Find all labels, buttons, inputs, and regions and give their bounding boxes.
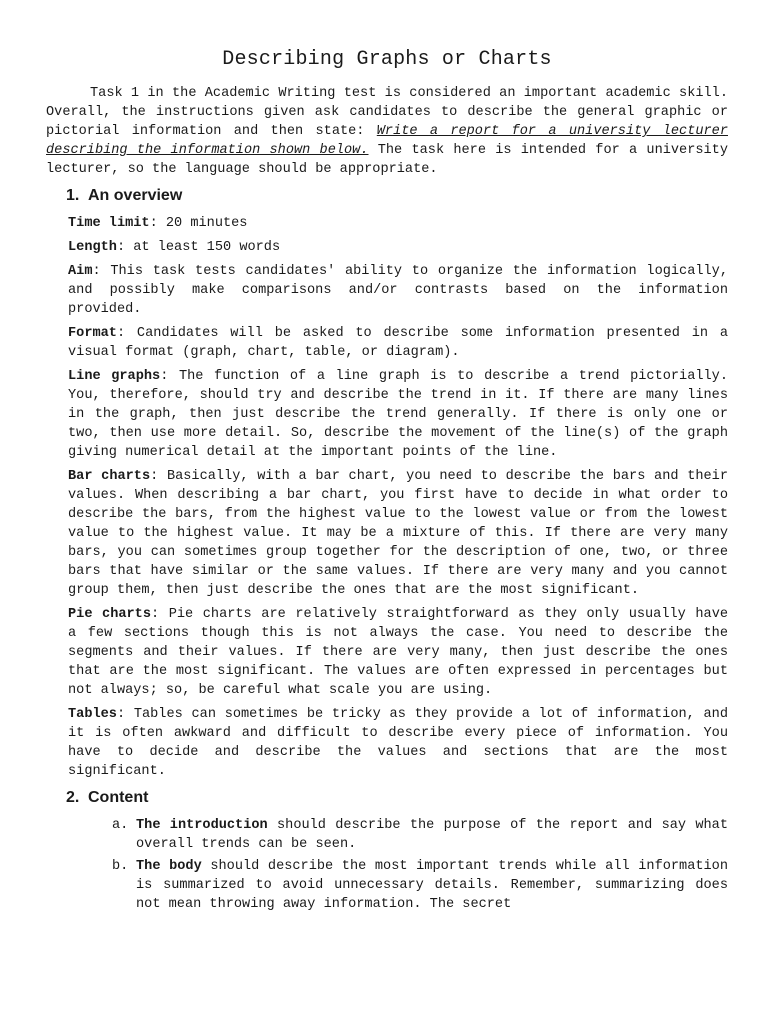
item-text: : Basically, with a bar chart, you need to describe the bars and their values. When describing a bar chart, you first have to decide in what order to describe the bars, from the highest value to the lowest value or from the lowest value to the highest value. It may be a mixture of this. If there are very many bars, you can sometimes group together for the description of one, two, or three bars that have similar or the same values. If there are very many and you cannot group them, then just describe the ones that are the most significant. (68, 469, 729, 598)
overview-item-time-limit (68, 214, 728, 233)
item-label: Length (68, 240, 117, 255)
item-text: : This task tests candidates' ability to organize the information logically, and possibly make comparisons and/or contrasts based on the information provided. (68, 264, 728, 317)
item-text: should describe the most important trends while all information is summarized to avoid unnecessary details. Remember, summarizing does not mean throwing away information. The secret (136, 859, 728, 912)
item-text: : at least 150 words (116, 240, 281, 255)
section-number: 2. (66, 789, 80, 806)
overview-item-tables (68, 705, 728, 781)
item-label: Aim (68, 264, 93, 279)
content-item-introduction (112, 816, 728, 854)
item-text: : The function of a line graph is to describe a trend pictorially. You, therefore, should try and describe the trend in it. If there are many lines in the graph, then just describe the trend generally. If there is only one or two, then use more detail. So, describe the movement of the line(s) of the graph giving numerical detail at the important points of the line. (68, 369, 728, 460)
item-label: Tables (68, 707, 117, 722)
item-label: Bar charts (68, 469, 151, 484)
overview-item-pie-charts (68, 605, 728, 700)
list-marker: b. (112, 859, 129, 874)
item-label: Pie charts (68, 607, 151, 622)
overview-item-aim (68, 262, 728, 319)
item-text: : Candidates will be asked to describe some information presented in a visual format (graph, chart, table, or diagram). (68, 326, 728, 360)
overview-item-bar-charts (68, 467, 728, 600)
intro-instruction: Write a report for a university lecturer describing the information shown below. (46, 124, 728, 158)
content-item-body (112, 857, 728, 914)
intro-paragraph (46, 84, 728, 179)
item-label: The body (136, 859, 202, 874)
item-text: should describe the purpose of the report and say what overall trends can be seen. (136, 818, 728, 852)
list-marker: a. (112, 818, 129, 833)
section-heading-overview (66, 185, 728, 206)
item-label: Time limit (68, 216, 150, 231)
section-title: Content (88, 789, 149, 806)
item-text: : Pie charts are relatively straightforward as they only usually have a few sections though this is not always the case. You need to describe the segments and their values. If there are very many, then just describe the ones that are the most significant. The values are often expressed in percentages but not always; so, be careful what scale you are using. (68, 607, 729, 698)
overview-item-length (68, 238, 728, 257)
overview-item-line-graphs (68, 367, 728, 462)
overview-item-format (68, 324, 728, 362)
item-label: Line graphs (68, 369, 161, 384)
section-title: An overview (88, 187, 183, 204)
section-number: 1. (66, 187, 80, 204)
item-label: Format (68, 326, 117, 341)
intro-text-after: The task here is intended for a university lecturer, so the language should be appropriate. (46, 143, 728, 177)
item-text: : Tables can sometimes be tricky as they provide a lot of information, and it is often awkward and difficult to describe every piece of information. You have to decide and describe the values and sections that are the most significant. (68, 707, 728, 779)
intro-text-before: Task 1 in the Academic Writing test is considered an important academic skill. Overall, the instructions given ask candidates to describe the general graphic or pictorial information and then state: (46, 86, 728, 139)
page-title: Describing Graphs or Charts (222, 48, 552, 71)
item-label: The introduction (136, 818, 268, 833)
section-heading-content (66, 787, 728, 808)
item-text: : 20 minutes (149, 216, 248, 231)
